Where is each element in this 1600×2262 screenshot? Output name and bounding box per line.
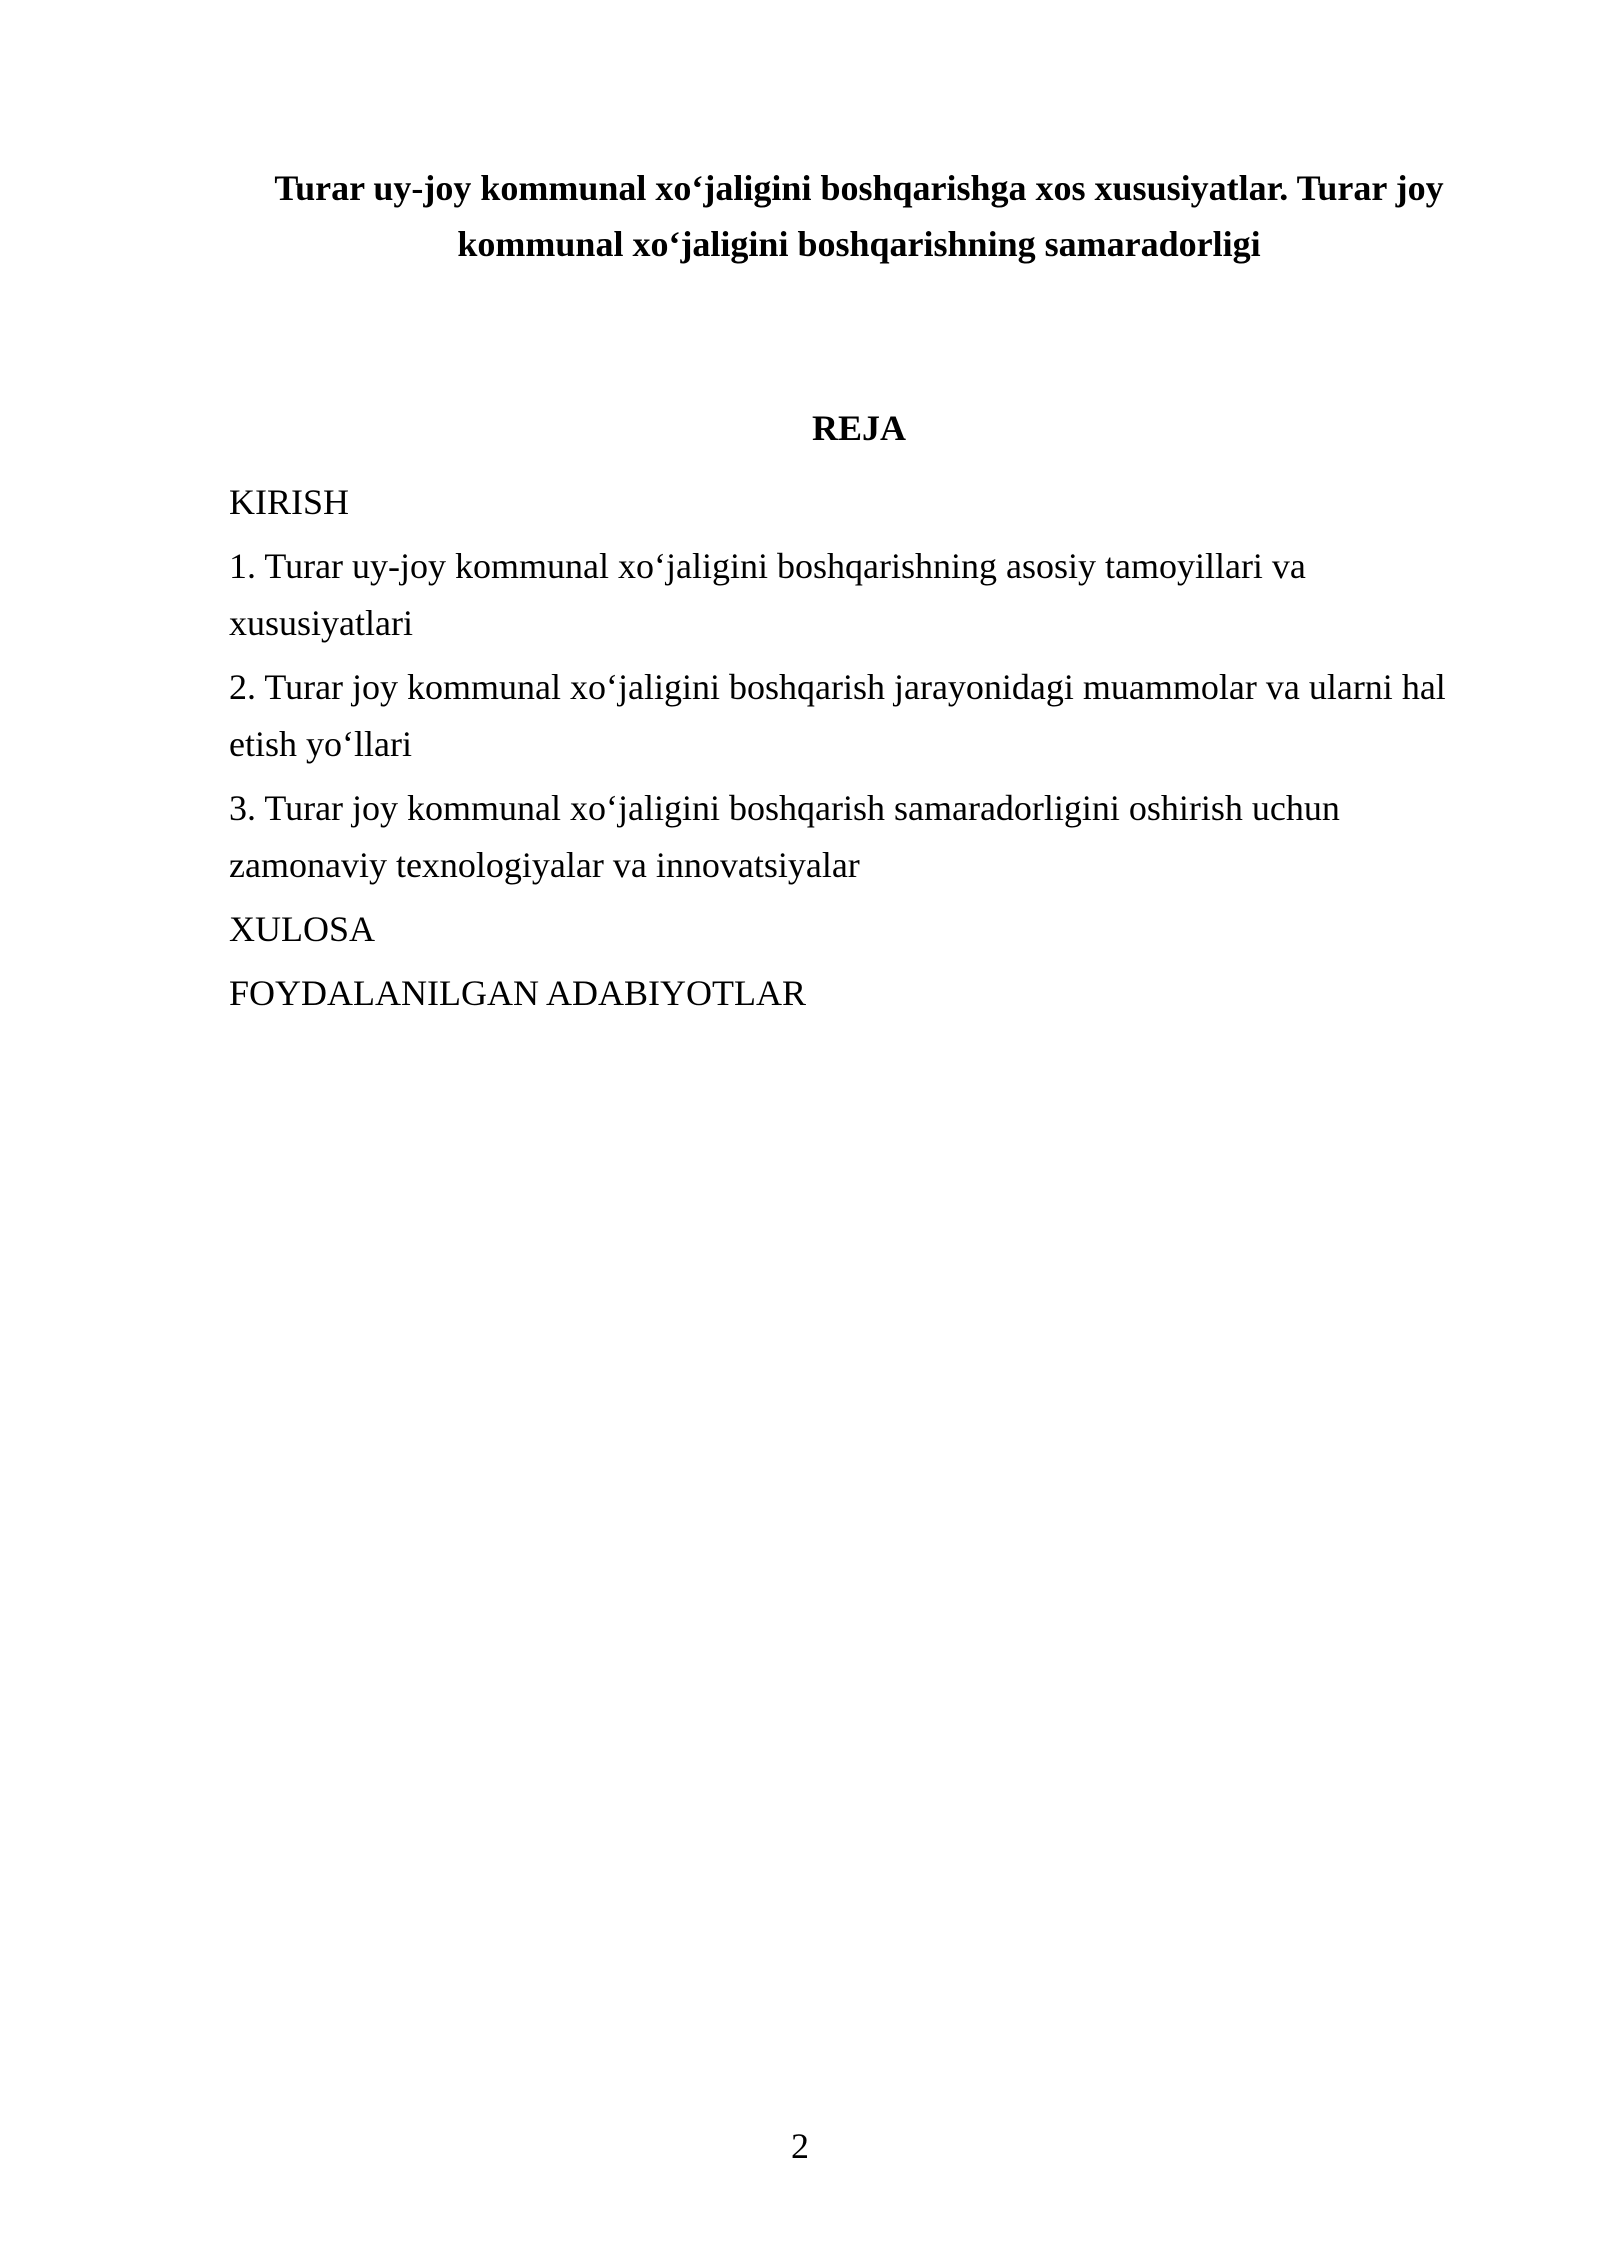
plan-item-2: 2. Turar joy kommunal xo‘jaligini boshqarish jarayonidagi muammolar va ularni hal etish yo‘llari — [229, 667, 1446, 764]
plan-item-conclusion: XULOSA — [229, 909, 376, 949]
plan-item-3: 3. Turar joy kommunal xo‘jaligini boshqarish samaradorligini oshirish uchun zamonaviy texnologiyalar va innovatsiyalar — [229, 788, 1340, 885]
plan-item-references: FOYDALANILGAN ADABIYOTLAR — [229, 973, 806, 1013]
document-title: Turar uy-joy kommunal xo‘jaligini boshqarishga xos xususiyatlar. Turar joy kommunal xo‘jaligini boshqarishning samaradorligi — [274, 168, 1444, 264]
plan-list — [229, 474, 1491, 1029]
page-number: 2 — [791, 2126, 809, 2166]
plan-item-1: 1. Turar uy-joy kommunal xo‘jaligini boshqarishning asosiy tamoyillari va xususiyatlari — [229, 546, 1306, 643]
plan-heading: REJA — [811, 408, 906, 448]
plan-item-introduction: KIRISH — [229, 482, 350, 522]
